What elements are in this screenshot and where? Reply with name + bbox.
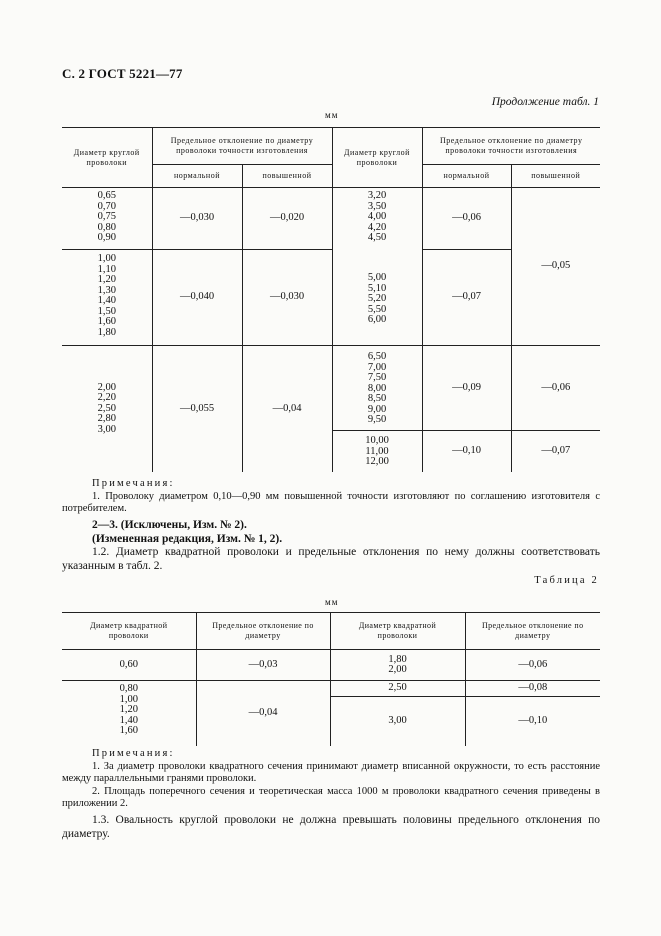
notes-2-item-2: 2. Площадь поперечного сечения и теоретическая масса 1000 м проволоки квадратного сечения приведены в приложении 2. — [62, 785, 600, 809]
t1-right-increased-3: —0,07 — [541, 445, 571, 456]
t2-header-diameter-left: Диаметр квадратной проволоки — [62, 613, 196, 650]
notes-2-title: Примечания: — [92, 748, 175, 759]
notes-1-item-1: 1. Проволоку диаметром 0,10—0,90 мм повышенной точности изготовляют по соглашению изготовителя с потребителем. — [62, 490, 600, 514]
t1-right-diameters-2: 5,00 5,10 5,20 5,50 6,00 — [332, 250, 422, 346]
t2-header-deviation-right: Предельное отклонение по диаметру — [465, 613, 600, 650]
col-header-normal-left: нормальной — [152, 165, 242, 188]
t2-header-diameter-right: Диаметр квадратной проволоки — [330, 613, 465, 650]
t2-left-deviation-2: —0,04 — [196, 681, 330, 746]
t1-left-diameters-2: 1,00 1,10 1,20 1,30 1,40 1,50 1,60 1,80 — [62, 250, 152, 346]
col-header-deviation-right: Предельное отклонение по диаметру проволоки точности изготовления — [422, 128, 600, 165]
notes-2 — [62, 748, 600, 811]
t2-right-deviation-1: —0,06 — [465, 650, 600, 681]
t1-right-normal-3: —0,09 — [422, 346, 511, 431]
t1-left-increased-3: —0,04 — [242, 346, 332, 472]
notes-2-item-1: 1. За диаметр проволоки квадратного сечения принимают диаметр вписанной окружности, то есть расстояние между параллельными гранями проволоки. — [62, 760, 600, 784]
col-header-diameter-right: Диаметр круглой проволоки — [332, 128, 422, 188]
t1-right-diameters-1: 3,20 3,50 4,00 4,20 4,50 — [332, 188, 422, 250]
col-header-deviation-left: Предельное отклонение по диаметру проволоки точности изготовления — [152, 128, 332, 165]
t1-right-normal-4: —0,10 — [422, 431, 511, 472]
t2-left-deviation-1: —0,03 — [196, 650, 330, 681]
paragraph-1-2: 1.2. Диаметр квадратной проволоки и предельные отклонения по нему должны соответствовать указанным в табл. 2. — [62, 546, 600, 572]
t1-left-diameters-1: 0,65 0,70 0,75 0,80 0,90 — [62, 188, 152, 250]
col-header-diameter-left: Диаметр круглой проволоки — [62, 128, 152, 188]
col-header-increased-right: повышенной — [511, 165, 600, 188]
paragraph-edition: (Измененная редакция, Изм. № 1, 2). — [92, 532, 283, 545]
table-continuation-caption: Продолжение табл. 1 — [491, 96, 599, 108]
t1-right-increased-1: —0,05 — [511, 188, 600, 346]
col-header-increased-left: повышенной — [242, 165, 332, 188]
units-label-2: мм — [325, 597, 339, 607]
table-1 — [62, 127, 600, 472]
t1-right-increased-2: —0,06 — [511, 346, 600, 431]
t1-right-normal-1: —0,06 — [422, 188, 511, 250]
t2-right-diameter-2: 2,50 — [330, 681, 465, 697]
t2-header-deviation-left: Предельное отклонение по диаметру — [196, 613, 330, 650]
units-label: мм — [325, 110, 339, 120]
paragraph-1-3: 1.3. Овальность круглой проволоки не должна превышать половины предельного отклонения по диаметру. — [62, 814, 600, 840]
t1-right-diameters-4: 10,00 11,00 12,00 — [332, 431, 422, 472]
t1-left-normal-2: —0,040 — [152, 250, 242, 346]
t2-right-diameters-1: 1,80 2,00 — [330, 650, 465, 681]
t1-right-diameters-3: 6,50 7,00 7,50 8,00 8,50 9,00 9,50 — [332, 346, 422, 431]
col-header-normal-right: нормальной — [422, 165, 511, 188]
notes-1-title: Примечания: — [92, 478, 175, 489]
t2-right-diameter-3: 3,00 — [330, 697, 465, 746]
t1-right-normal-2: —0,07 — [422, 250, 511, 346]
table-2 — [62, 612, 600, 746]
table-2-caption: Таблица 2 — [534, 575, 599, 586]
t2-left-diameter-1: 0,60 — [62, 650, 196, 681]
t1-left-normal-1: —0,030 — [152, 188, 242, 250]
t1-left-increased-2: —0,030 — [242, 250, 332, 346]
t2-left-diameters-2: 0,80 1,00 1,20 1,40 1,60 — [119, 683, 138, 736]
t2-right-deviation-3: —0,10 — [518, 715, 548, 726]
paragraph-excluded: 2—3. (Исключены, Изм. № 2). — [92, 519, 247, 531]
t1-left-normal-3: —0,055 — [152, 346, 242, 472]
t1-left-increased-1: —0,020 — [242, 188, 332, 250]
t1-left-diameters-3: 2,00 2,20 2,50 2,80 3,00 — [97, 381, 116, 435]
body-text — [62, 519, 600, 573]
page-header: С. 2 ГОСТ 5221—77 — [62, 66, 183, 81]
notes-1 — [62, 478, 600, 516]
t2-right-deviation-2: —0,08 — [465, 681, 600, 697]
